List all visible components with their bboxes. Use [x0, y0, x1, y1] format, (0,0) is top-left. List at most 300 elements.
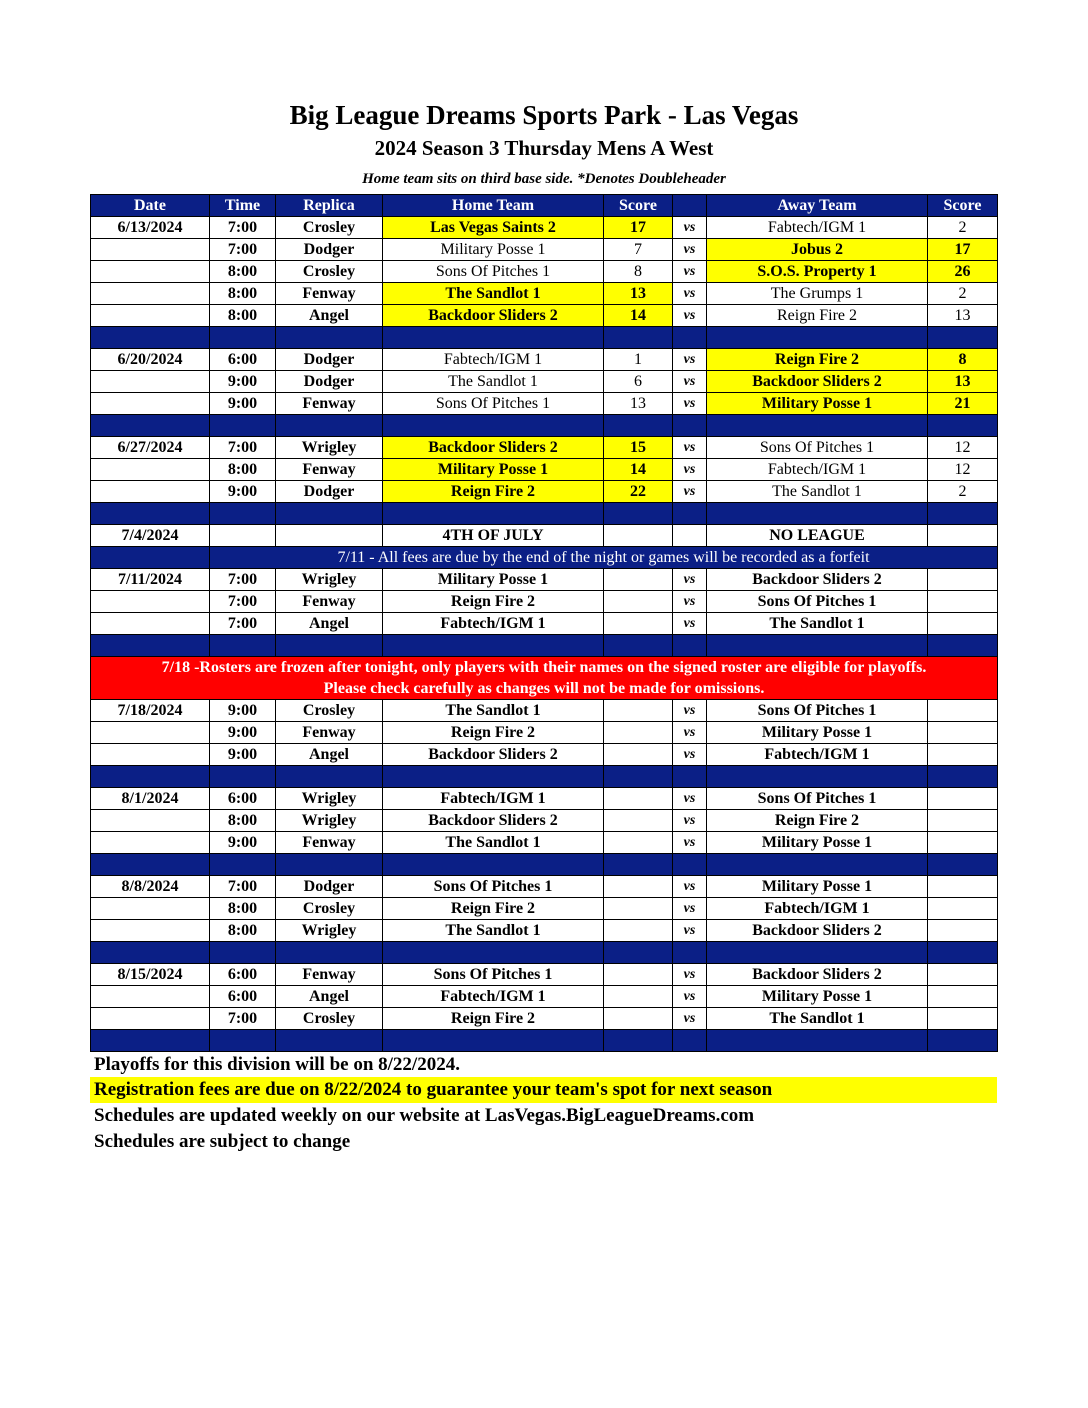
- spacer-cell: [210, 942, 276, 964]
- home-team: Fabtech/IGM 1: [383, 986, 604, 1008]
- game-date: [91, 393, 210, 415]
- spacer-cell: [210, 854, 276, 876]
- home-team: Backdoor Sliders 2: [383, 744, 604, 766]
- home-team: The Sandlot 1: [383, 700, 604, 722]
- away-team: Fabtech/IGM 1: [707, 744, 928, 766]
- away-score: [928, 722, 998, 744]
- game-field: Wrigley: [276, 569, 383, 591]
- spacer-cell: [91, 503, 210, 525]
- column-header-away-score: Score: [928, 195, 998, 217]
- spacer-cell: [276, 415, 383, 437]
- away-score: [928, 1008, 998, 1030]
- spacer-cell: [91, 635, 210, 657]
- away-score: 17: [928, 239, 998, 261]
- home-team: Military Posse 1: [383, 569, 604, 591]
- spacer-row: [91, 635, 998, 657]
- away-team: Military Posse 1: [707, 986, 928, 1008]
- alert-line-1: 7/18 -Rosters are frozen after tonight, only players with their names on the signed roster are eligible for playoffs.: [161, 659, 927, 676]
- spacer-cell: [707, 327, 928, 349]
- spacer-cell: [210, 327, 276, 349]
- away-team: Backdoor Sliders 2: [707, 569, 928, 591]
- home-team: Fabtech/IGM 1: [383, 613, 604, 635]
- spacer-cell: [604, 854, 673, 876]
- notice-row: [91, 547, 998, 569]
- spacer-cell: [928, 635, 998, 657]
- game-row: [91, 591, 998, 613]
- game-row: [91, 810, 998, 832]
- spacer-cell: [91, 327, 210, 349]
- game-row: [91, 986, 998, 1008]
- vs-label: vs: [673, 569, 707, 591]
- game-time: 7:00: [210, 569, 276, 591]
- empty-cell: [210, 525, 276, 547]
- home-score: [604, 964, 673, 986]
- game-date: [91, 239, 210, 261]
- spacer-row: [91, 942, 998, 964]
- home-score: [604, 591, 673, 613]
- game-date: [91, 986, 210, 1008]
- vs-label: vs: [673, 261, 707, 283]
- game-time: 6:00: [210, 964, 276, 986]
- game-field: Fenway: [276, 722, 383, 744]
- page-subtitle: 2024 Season 3 Thursday Mens A West: [374, 136, 714, 160]
- away-team: Military Posse 1: [707, 832, 928, 854]
- game-time: 7:00: [210, 613, 276, 635]
- game-row: [91, 832, 998, 854]
- playoffs-note: Playoffs for this division will be on 8/22/2024.: [94, 1054, 460, 1075]
- game-field: Crosley: [276, 700, 383, 722]
- game-time: 8:00: [210, 898, 276, 920]
- home-team: Las Vegas Saints 2: [383, 217, 604, 239]
- game-row: [91, 1008, 998, 1030]
- spacer-row: [91, 1030, 998, 1052]
- spacer-cell: [383, 415, 604, 437]
- spacer-cell: [604, 942, 673, 964]
- game-date: [91, 459, 210, 481]
- home-team: Reign Fire 2: [383, 1008, 604, 1030]
- away-team: Military Posse 1: [707, 876, 928, 898]
- game-row: [91, 876, 998, 898]
- game-time: 7:00: [210, 591, 276, 613]
- game-row: [91, 349, 998, 371]
- game-date: [91, 371, 210, 393]
- game-time: 7:00: [210, 1008, 276, 1030]
- spacer-cell: [91, 766, 210, 788]
- home-team: Sons Of Pitches 1: [383, 261, 604, 283]
- away-team: Sons Of Pitches 1: [707, 700, 928, 722]
- home-score: 1: [604, 349, 673, 371]
- spacer-cell: [604, 327, 673, 349]
- away-score: 26: [928, 261, 998, 283]
- spacer-cell: [383, 635, 604, 657]
- spacer-cell: [928, 415, 998, 437]
- vs-label: vs: [673, 876, 707, 898]
- spacer-cell: [276, 503, 383, 525]
- vs-label: vs: [673, 437, 707, 459]
- spacer-cell: [928, 766, 998, 788]
- spacer-row: [91, 327, 998, 349]
- game-row: [91, 459, 998, 481]
- home-score: [604, 876, 673, 898]
- vs-label: vs: [673, 898, 707, 920]
- vs-label: vs: [673, 283, 707, 305]
- game-field: Crosley: [276, 261, 383, 283]
- home-team: Reign Fire 2: [383, 898, 604, 920]
- game-date: [91, 744, 210, 766]
- away-score: 13: [928, 371, 998, 393]
- home-score: 7: [604, 239, 673, 261]
- game-date: 6/27/2024: [91, 437, 210, 459]
- away-team: Sons Of Pitches 1: [707, 437, 928, 459]
- away-score: 2: [928, 283, 998, 305]
- empty-cell: [276, 525, 383, 547]
- home-team: The Sandlot 1: [383, 283, 604, 305]
- spacer-cell: [707, 1030, 928, 1052]
- spacer-cell: [276, 766, 383, 788]
- spacer-cell: [383, 942, 604, 964]
- game-time: 8:00: [210, 305, 276, 327]
- notice-text: 7/11 - All fees are due by the end of the night or games will be recorded as a forfeit: [210, 547, 998, 569]
- home-score: [604, 810, 673, 832]
- game-date: 7/18/2024: [91, 700, 210, 722]
- game-row: [91, 722, 998, 744]
- spacer-cell: [91, 415, 210, 437]
- home-score: 15: [604, 437, 673, 459]
- game-time: 9:00: [210, 700, 276, 722]
- away-team: S.O.S. Property 1: [707, 261, 928, 283]
- spacer-cell: [210, 766, 276, 788]
- away-score: [928, 591, 998, 613]
- vs-label: vs: [673, 217, 707, 239]
- column-header-time: Time: [210, 195, 276, 217]
- game-row: [91, 920, 998, 942]
- game-date: 6/13/2024: [91, 217, 210, 239]
- website-note: Schedules are updated weekly on our website at LasVegas.BigLeagueDreams.com: [94, 1105, 755, 1126]
- game-field: Crosley: [276, 1008, 383, 1030]
- game-time: 8:00: [210, 459, 276, 481]
- spacer-cell: [604, 415, 673, 437]
- column-header-vs: [673, 195, 707, 217]
- spacer-cell: [383, 327, 604, 349]
- game-time: 9:00: [210, 832, 276, 854]
- spacer-cell: [673, 854, 707, 876]
- game-field: Dodger: [276, 481, 383, 503]
- away-team: Reign Fire 2: [707, 349, 928, 371]
- home-team: Backdoor Sliders 2: [383, 810, 604, 832]
- vs-label: vs: [673, 393, 707, 415]
- game-row: [91, 964, 998, 986]
- home-team: Backdoor Sliders 2: [383, 305, 604, 327]
- game-field: Angel: [276, 986, 383, 1008]
- game-date: [91, 898, 210, 920]
- game-date: [91, 305, 210, 327]
- empty-cell: [604, 525, 673, 547]
- no-league-label: NO LEAGUE: [707, 525, 928, 547]
- game-date: 6/20/2024: [91, 349, 210, 371]
- home-team: Sons Of Pitches 1: [383, 964, 604, 986]
- spacer-cell: [210, 635, 276, 657]
- game-date: [91, 722, 210, 744]
- spacer-cell: [707, 635, 928, 657]
- home-score: 22: [604, 481, 673, 503]
- vs-label: vs: [673, 744, 707, 766]
- vs-label: vs: [673, 613, 707, 635]
- vs-label: vs: [673, 371, 707, 393]
- game-field: Wrigley: [276, 788, 383, 810]
- home-team: Sons Of Pitches 1: [383, 876, 604, 898]
- game-date: [91, 613, 210, 635]
- home-team: Reign Fire 2: [383, 591, 604, 613]
- spacer-cell: [707, 766, 928, 788]
- spacer-cell: [383, 854, 604, 876]
- home-score: 17: [604, 217, 673, 239]
- spacer-cell: [673, 766, 707, 788]
- home-team: Fabtech/IGM 1: [383, 349, 604, 371]
- game-row: [91, 700, 998, 722]
- home-score: [604, 1008, 673, 1030]
- home-score: [604, 788, 673, 810]
- game-date: [91, 591, 210, 613]
- game-field: Wrigley: [276, 810, 383, 832]
- game-time: 7:00: [210, 437, 276, 459]
- away-score: 12: [928, 459, 998, 481]
- game-row: [91, 613, 998, 635]
- game-time: 6:00: [210, 788, 276, 810]
- game-row: [91, 261, 998, 283]
- game-field: Dodger: [276, 349, 383, 371]
- registration-note: Registration fees are due on 8/22/2024 to guarantee your team's spot for next season: [90, 1077, 997, 1103]
- game-field: Dodger: [276, 239, 383, 261]
- game-date: [91, 261, 210, 283]
- away-team: Reign Fire 2: [707, 810, 928, 832]
- away-team: The Grumps 1: [707, 283, 928, 305]
- vs-label: vs: [673, 810, 707, 832]
- game-time: 9:00: [210, 744, 276, 766]
- away-score: [928, 986, 998, 1008]
- spacer-cell: [673, 942, 707, 964]
- spacer-cell: [707, 415, 928, 437]
- home-team: The Sandlot 1: [383, 832, 604, 854]
- game-time: 8:00: [210, 283, 276, 305]
- away-score: [928, 832, 998, 854]
- spacer-cell: [928, 327, 998, 349]
- home-score: [604, 898, 673, 920]
- vs-label: vs: [673, 349, 707, 371]
- game-row: [91, 283, 998, 305]
- game-time: 9:00: [210, 722, 276, 744]
- game-date: [91, 481, 210, 503]
- game-date: 7/4/2024: [91, 525, 210, 547]
- game-time: 9:00: [210, 371, 276, 393]
- spacer-cell: [383, 503, 604, 525]
- vs-label: vs: [673, 459, 707, 481]
- spacer-cell: [604, 766, 673, 788]
- away-score: 21: [928, 393, 998, 415]
- game-time: 9:00: [210, 393, 276, 415]
- change-note: Schedules are subject to change: [94, 1131, 351, 1152]
- away-team: Reign Fire 2: [707, 305, 928, 327]
- away-team: Jobus 2: [707, 239, 928, 261]
- holiday-row: [91, 525, 998, 547]
- game-row: [91, 744, 998, 766]
- spacer-cell: [210, 415, 276, 437]
- spacer-cell: [673, 327, 707, 349]
- away-team: Fabtech/IGM 1: [707, 217, 928, 239]
- away-score: [928, 876, 998, 898]
- away-team: Backdoor Sliders 2: [707, 964, 928, 986]
- game-row: [91, 239, 998, 261]
- game-field: Angel: [276, 613, 383, 635]
- game-row: [91, 393, 998, 415]
- spacer-cell: [673, 503, 707, 525]
- game-date: 8/1/2024: [91, 788, 210, 810]
- game-date: 8/15/2024: [91, 964, 210, 986]
- home-score: [604, 986, 673, 1008]
- game-row: [91, 217, 998, 239]
- home-team: Military Posse 1: [383, 459, 604, 481]
- spacer-cell: [604, 1030, 673, 1052]
- column-header-replica: Replica: [276, 195, 383, 217]
- spacer-cell: [604, 635, 673, 657]
- game-time: 6:00: [210, 349, 276, 371]
- away-team: Sons Of Pitches 1: [707, 591, 928, 613]
- column-header-date: Date: [91, 195, 210, 217]
- game-field: Wrigley: [276, 437, 383, 459]
- away-score: [928, 898, 998, 920]
- away-score: 13: [928, 305, 998, 327]
- away-team: Sons Of Pitches 1: [707, 788, 928, 810]
- away-score: [928, 788, 998, 810]
- home-score: 13: [604, 393, 673, 415]
- spacer-cell: [383, 1030, 604, 1052]
- away-team: The Sandlot 1: [707, 1008, 928, 1030]
- game-field: Fenway: [276, 393, 383, 415]
- game-field: Dodger: [276, 876, 383, 898]
- spacer-row: [91, 415, 998, 437]
- away-team: Military Posse 1: [707, 722, 928, 744]
- home-team: Reign Fire 2: [383, 722, 604, 744]
- game-time: 7:00: [210, 239, 276, 261]
- game-row: [91, 437, 998, 459]
- home-score: 13: [604, 283, 673, 305]
- vs-label: vs: [673, 1008, 707, 1030]
- vs-label: vs: [673, 832, 707, 854]
- spacer-cell: [383, 766, 604, 788]
- spacer-cell: [276, 1030, 383, 1052]
- away-score: 2: [928, 217, 998, 239]
- spacer-cell: [276, 942, 383, 964]
- column-header-home-team: Home Team: [383, 195, 604, 217]
- game-time: 9:00: [210, 481, 276, 503]
- home-score: [604, 613, 673, 635]
- schedule-body: [91, 217, 998, 1052]
- home-team: The Sandlot 1: [383, 920, 604, 942]
- vs-label: vs: [673, 239, 707, 261]
- spacer-cell: [673, 1030, 707, 1052]
- schedule-table: [90, 194, 998, 1052]
- spacer-cell: [928, 1030, 998, 1052]
- spacer-cell: [707, 854, 928, 876]
- alert-line-2: Please check carefully as changes will not be made for omissions.: [323, 680, 765, 697]
- game-time: 7:00: [210, 217, 276, 239]
- game-field: Angel: [276, 305, 383, 327]
- away-team: Backdoor Sliders 2: [707, 371, 928, 393]
- home-team: Fabtech/IGM 1: [383, 788, 604, 810]
- game-row: [91, 371, 998, 393]
- home-team: Backdoor Sliders 2: [383, 437, 604, 459]
- away-team: Backdoor Sliders 2: [707, 920, 928, 942]
- away-team: Fabtech/IGM 1: [707, 459, 928, 481]
- home-team: Military Posse 1: [383, 239, 604, 261]
- home-team: The Sandlot 1: [383, 371, 604, 393]
- game-date: [91, 920, 210, 942]
- table-header-row: [91, 195, 998, 217]
- alert-cell: [91, 657, 998, 700]
- spacer-cell: [673, 635, 707, 657]
- spacer-cell: [276, 327, 383, 349]
- away-score: [928, 810, 998, 832]
- game-row: [91, 305, 998, 327]
- home-score: 6: [604, 371, 673, 393]
- game-time: 8:00: [210, 261, 276, 283]
- home-score: [604, 832, 673, 854]
- spacer-cell: [210, 503, 276, 525]
- home-score: [604, 700, 673, 722]
- away-team: Military Posse 1: [707, 393, 928, 415]
- away-team: Fabtech/IGM 1: [707, 898, 928, 920]
- game-field: Fenway: [276, 283, 383, 305]
- column-header-home-score: Score: [604, 195, 673, 217]
- away-score: 2: [928, 481, 998, 503]
- home-team: Reign Fire 2: [383, 481, 604, 503]
- vs-label: vs: [673, 964, 707, 986]
- empty-cell: [673, 525, 707, 547]
- game-field: Crosley: [276, 898, 383, 920]
- vs-label: vs: [673, 788, 707, 810]
- spacer-cell: [707, 503, 928, 525]
- game-date: [91, 1008, 210, 1030]
- away-score: 8: [928, 349, 998, 371]
- away-score: [928, 920, 998, 942]
- vs-label: vs: [673, 305, 707, 327]
- home-score: 8: [604, 261, 673, 283]
- game-date: [91, 810, 210, 832]
- column-header-away-team: Away Team: [707, 195, 928, 217]
- game-field: Angel: [276, 744, 383, 766]
- vs-label: vs: [673, 700, 707, 722]
- game-field: Dodger: [276, 371, 383, 393]
- game-row: [91, 569, 998, 591]
- game-time: 8:00: [210, 810, 276, 832]
- spacer-cell: [707, 942, 928, 964]
- game-date: 7/11/2024: [91, 569, 210, 591]
- vs-label: vs: [673, 722, 707, 744]
- page-title: Big League Dreams Sports Park - Las Vegas: [289, 100, 799, 130]
- game-field: Fenway: [276, 832, 383, 854]
- spacer-cell: [276, 635, 383, 657]
- spacer-cell: [673, 415, 707, 437]
- spacer-cell: [91, 942, 210, 964]
- game-date: [91, 283, 210, 305]
- game-row: [91, 898, 998, 920]
- home-score: 14: [604, 305, 673, 327]
- spacer-row: [91, 766, 998, 788]
- home-score: [604, 569, 673, 591]
- game-field: Fenway: [276, 591, 383, 613]
- away-score: [928, 700, 998, 722]
- away-team: The Sandlot 1: [707, 613, 928, 635]
- spacer-cell: [210, 1030, 276, 1052]
